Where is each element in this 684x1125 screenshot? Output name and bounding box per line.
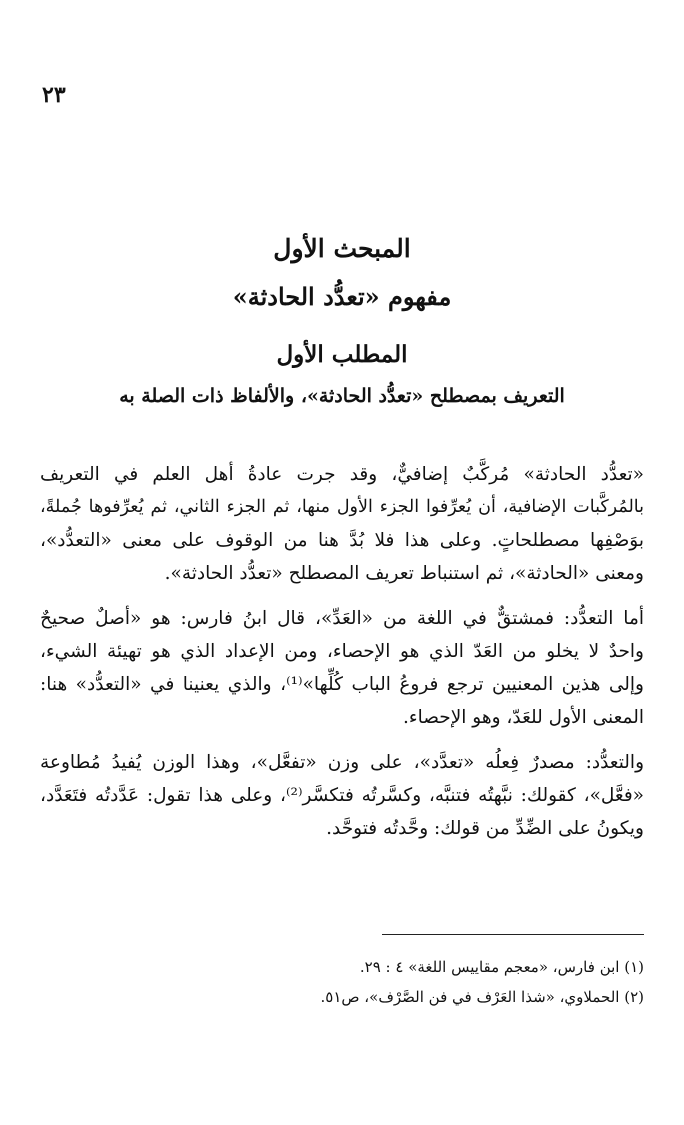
paragraph-line: المعنى الأول للعَدّ، وهو الإحصاء. xyxy=(403,707,644,728)
paragraph-line: بوَصْفِها مصطلحاتٍ. وعلى هذا فلا بُدَّ هنا من الوقوف على معنى «التعدُّد»، xyxy=(40,530,644,551)
footnote-divider xyxy=(382,934,644,935)
paragraph-line: واحدٌ لا يخلو من العَدّ الذي هو الإحصاء، ومن الإعداد الذي هو تهيئة الشيء، xyxy=(40,641,644,662)
paragraph-line: «تعدُّد الحادثة» مُركَّبٌ إضافيٌّ، وقد جرت عادةُ أهل العلم في التعريف xyxy=(40,464,644,485)
paragraph-line: والتعدُّد: مصدرٌ فِعلُه «تعدَّد»، على وزن «تفعَّل»، وهذا الوزن يُفيدُ مُطاوعة xyxy=(40,752,644,773)
paragraph-3 xyxy=(40,746,644,845)
page-number: ٢٣ xyxy=(42,82,66,108)
body-text xyxy=(40,458,644,857)
footnotes xyxy=(40,952,644,1012)
headings-block xyxy=(80,234,604,410)
footnote-2: (٢) الحملاوي، «شذا العَرْف في فن الصَّرْف»، ص٥١. xyxy=(320,988,644,1006)
paragraph-line: بالمُركَّبات الإضافية، أن يُعرِّفوا الجزء الأول منها، ثم الجزء الثاني، ثم يُعرِّفوها جُملةً، xyxy=(40,497,644,517)
paragraph-line: أما التعدُّد: فمشتقٌّ في اللغة من «العَدِّ»، قال ابنُ فارس: هو «أصلٌ صحيحٌ xyxy=(40,608,644,629)
section-title: التعريف بمصطلح «تعدُّد الحادثة»، والألفاظ ذات الصلة به xyxy=(119,385,565,407)
footnote-1: (١) ابن فارس، «معجم مقاييس اللغة» ٤ : ٢٩. xyxy=(359,958,644,976)
paragraph-1 xyxy=(40,458,644,590)
paragraph-2 xyxy=(40,602,644,734)
chapter-heading: المبحث الأول xyxy=(273,234,411,263)
paragraph-line: وإلى هذين المعنيين ترجع فروعُ الباب كُلِّها»⁽¹⁾، والذي يعنينا في «التعدُّد» هنا: xyxy=(40,674,644,695)
paragraph-line: «فعَّل»، كقولك: نبَّهتُه فتنبَّه، وكسَّرتُه فتكسَّر⁽²⁾، وعلى هذا تقول: عَدَّدتُه فتَعَدَّد، xyxy=(40,785,644,806)
paragraph-line: ويكونُ على الضِّدِّ من قولك: وحَّدتُه فتوحَّد. xyxy=(326,818,644,839)
section-heading: المطلب الأول xyxy=(276,341,408,368)
paragraph-line: ومعنى «الحادثة»، ثم استنباط تعريف المصطلح «تعدُّد الحادثة». xyxy=(164,563,644,584)
chapter-subtitle: مفهوم «تعدُّد الحادثة» xyxy=(232,282,452,311)
